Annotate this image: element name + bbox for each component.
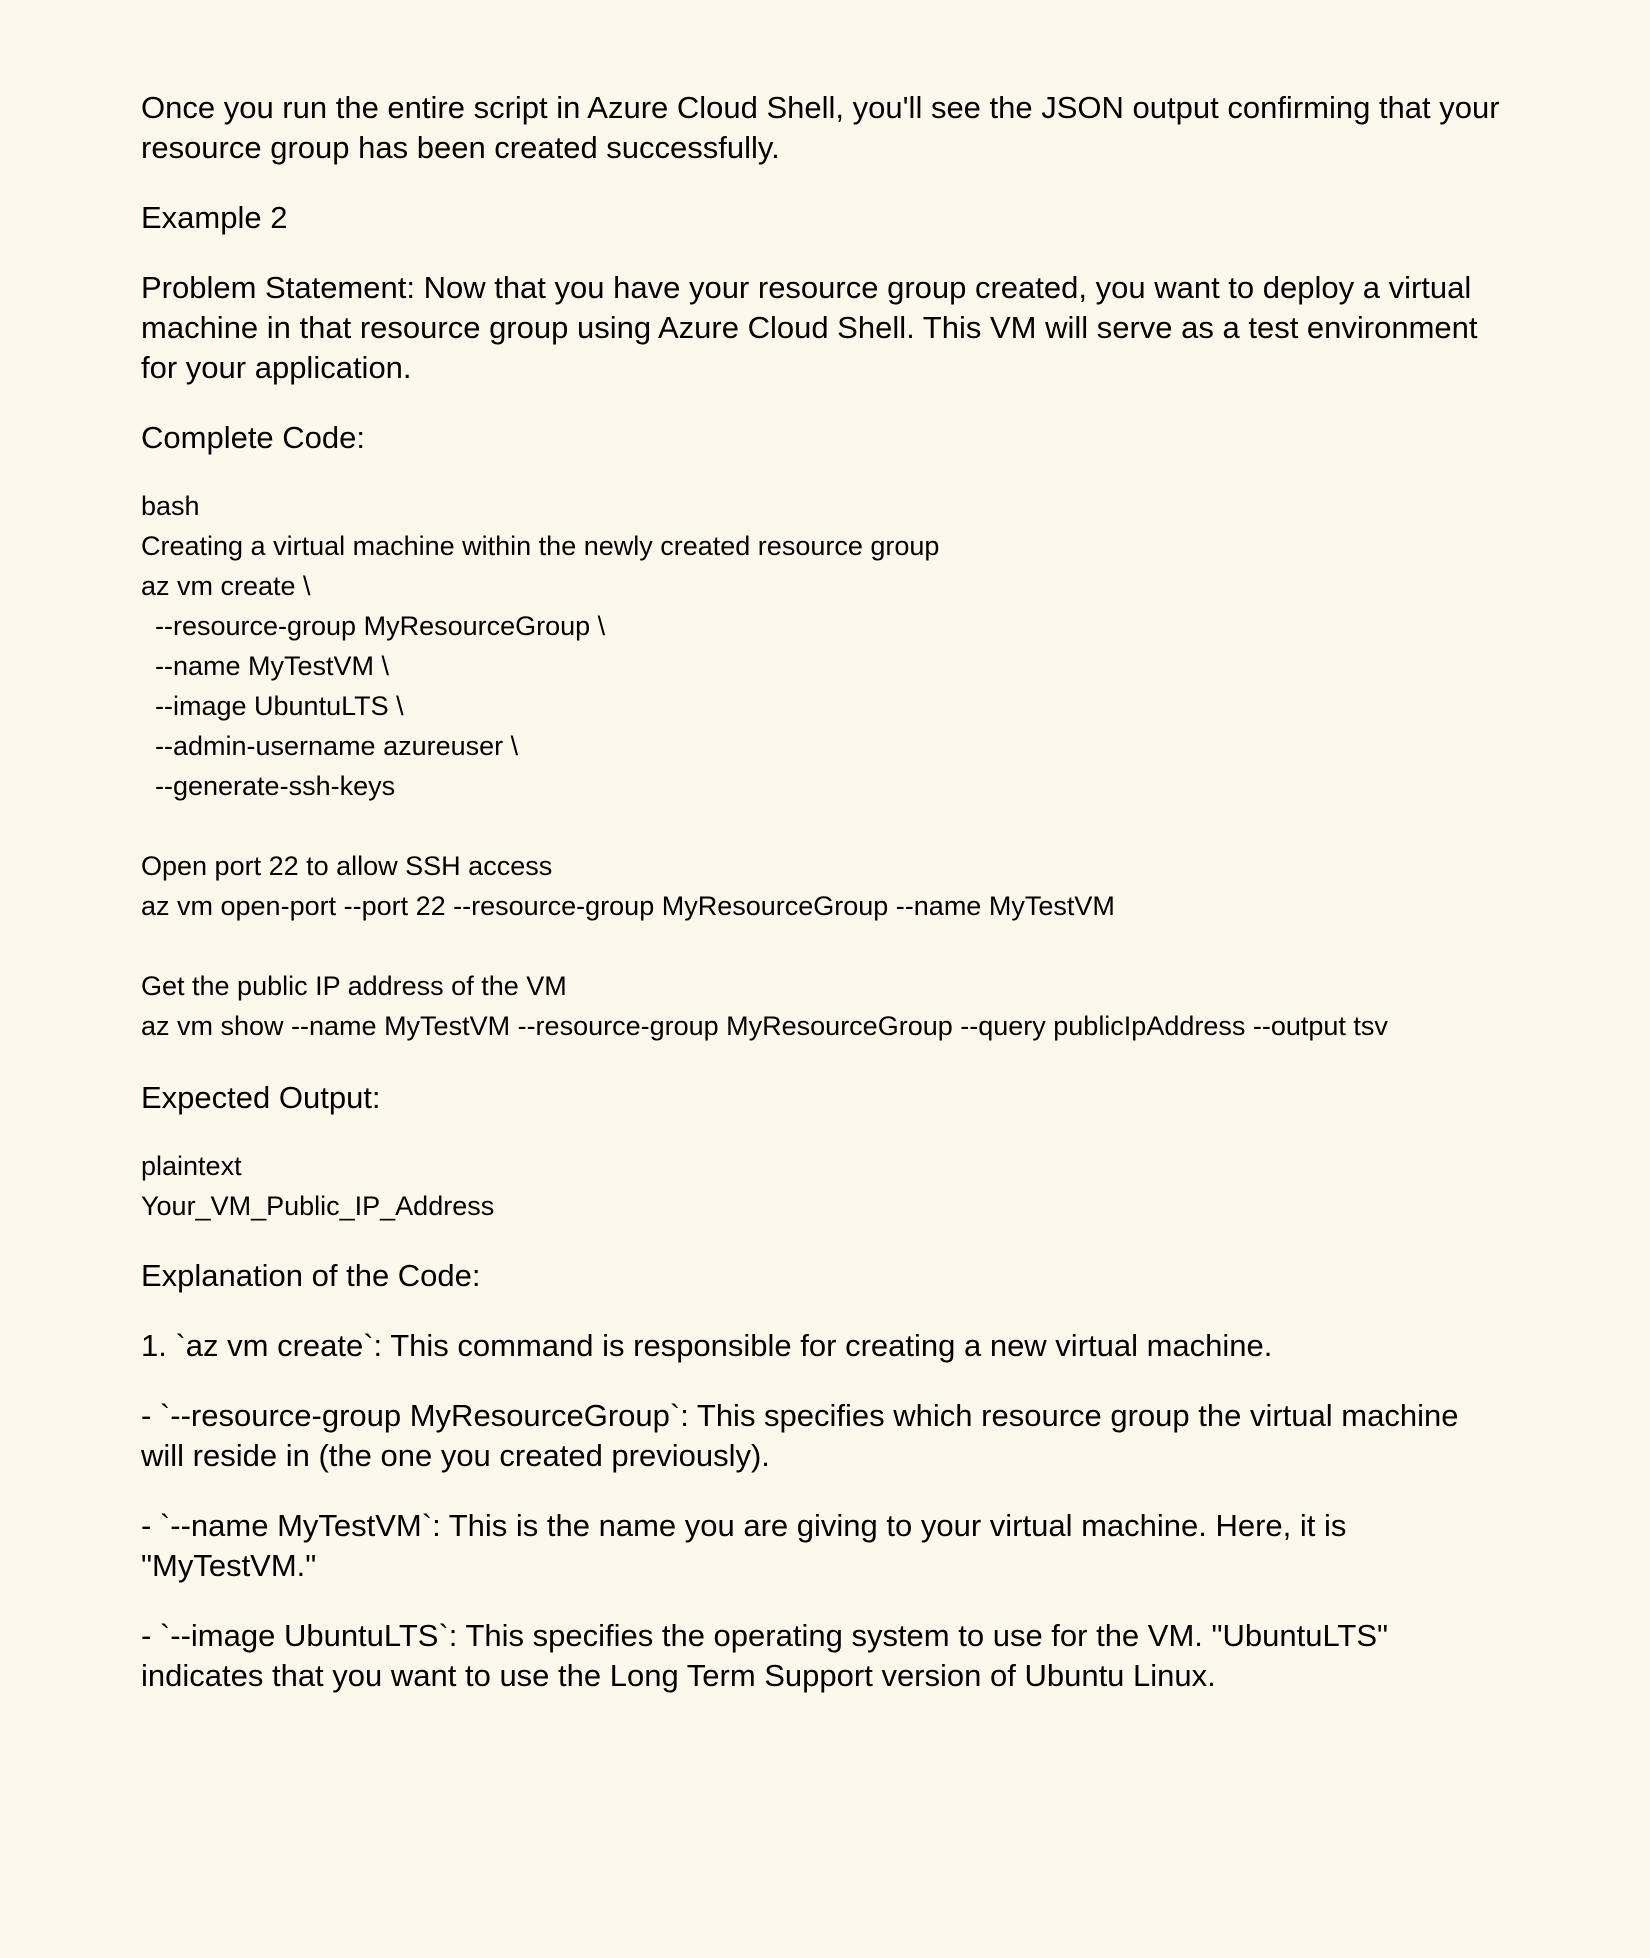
code-comment-create: Creating a virtual machine within the newly created resource group bbox=[141, 531, 940, 561]
code-block bbox=[141, 486, 1510, 1046]
code-arg-resource-group: --resource-group MyResourceGroup \ bbox=[155, 611, 606, 641]
intro-paragraph: Once you run the entire script in Azure Cloud Shell, you'll see the JSON output confirming that your resource group has been created successfully. bbox=[141, 90, 1500, 165]
expected-output-heading: Expected Output: bbox=[141, 1080, 381, 1115]
code-blank-line bbox=[141, 926, 1510, 966]
complete-code-heading: Complete Code: bbox=[141, 420, 366, 455]
code-comment-port: Open port 22 to allow SSH access bbox=[141, 851, 553, 881]
code-arg-admin: --admin-username azureuser \ bbox=[155, 731, 519, 761]
code-line-ip: az vm show --name MyTestVM --resource-group MyResourceGroup --query publicIpAddress --output tsv bbox=[141, 1011, 1388, 1041]
example-heading: Example 2 bbox=[141, 200, 288, 235]
output-value: Your_VM_Public_IP_Address bbox=[141, 1191, 495, 1221]
explanation-item-image: - `--image UbuntuLTS`: This specifies the operating system to use for the VM. "UbuntuLTS" indicates that you want to use the Long Term Support version of Ubuntu Linux. bbox=[141, 1618, 1389, 1693]
explanation-heading: Explanation of the Code: bbox=[141, 1258, 481, 1293]
code-line-create: az vm create \ bbox=[141, 571, 311, 601]
code-blank-line bbox=[141, 806, 1510, 846]
code-comment-ip: Get the public IP address of the VM bbox=[141, 971, 567, 1001]
explanation-item-create: 1. `az vm create`: This command is responsible for creating a new virtual machine. bbox=[141, 1328, 1273, 1363]
output-block bbox=[141, 1146, 1510, 1226]
output-lang-label: plaintext bbox=[141, 1151, 242, 1181]
explanation-item-name: - `--name MyTestVM`: This is the name you are giving to your virtual machine. Here, it is "MyTestVM." bbox=[141, 1508, 1347, 1583]
explanation-item-resource-group: - `--resource-group MyResourceGroup`: This specifies which resource group the virtual machine will reside in (the one you created previously). bbox=[141, 1398, 1459, 1473]
code-line-port: az vm open-port --port 22 --resource-group MyResourceGroup --name MyTestVM bbox=[141, 891, 1115, 921]
problem-statement: Problem Statement: Now that you have your resource group created, you want to deploy a virtual machine in that resource group using Azure Cloud Shell. This VM will serve as a test environment for your application. bbox=[141, 270, 1478, 385]
code-arg-image: --image UbuntuLTS \ bbox=[155, 691, 404, 721]
code-arg-ssh: --generate-ssh-keys bbox=[155, 771, 396, 801]
code-lang-label: bash bbox=[141, 491, 200, 521]
code-arg-name: --name MyTestVM \ bbox=[155, 651, 390, 681]
